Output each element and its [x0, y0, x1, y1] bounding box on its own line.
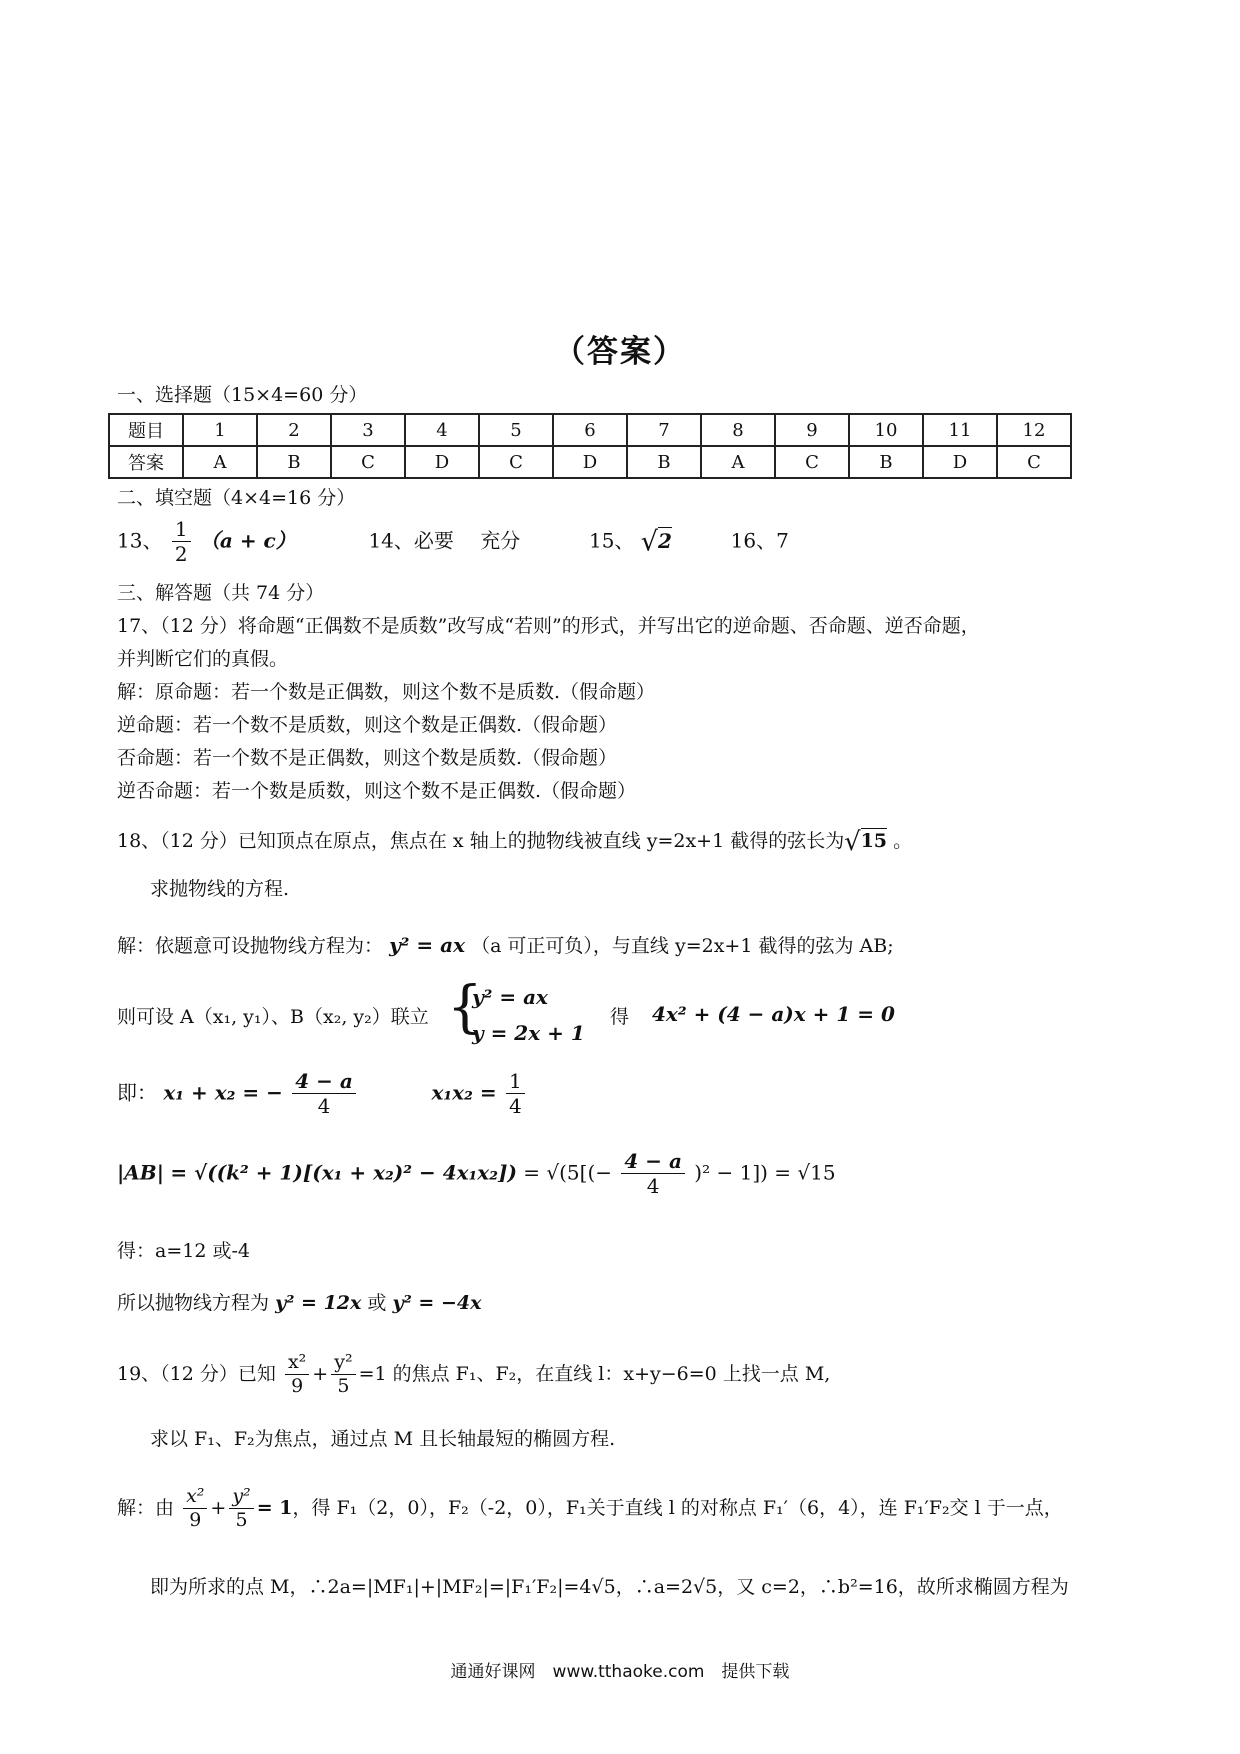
q19-solution-line1: 解：由 $\frac{\text{x²}}{9}$ + $\frac{\text{y²}}{5}$ = 1，得 F₁（2，0），F₂（-2，0），F₁关于直线 l 的对称点 F₁′（6，4），连 F₁′F₂交 l 于一点，: [117, 1485, 1063, 1531]
section-solve-heading: 三、解答题（共 74 分）: [117, 582, 325, 604]
chord-ab: |AB|: [117, 1160, 164, 1185]
q17-answer-converse: 逆命题：若一个数不是质数，则这个数是正偶数.（假命题）: [117, 714, 618, 736]
q18-solution-line2-label: 则可设 A（x₁, y₁）、B（x₂, y₂）联立: [117, 1006, 429, 1028]
q19-solution-foci: ，得 F₁（2，0），F₂（-2，0），F₁关于直线 l 的对称点 F₁′（6，4），连 F₁′F₂交 l 于一点，: [292, 1496, 1063, 1519]
q18-final-or: 或: [367, 1292, 387, 1314]
q13-label: 13、: [117, 528, 163, 553]
table-cell: 5: [479, 414, 553, 446]
q19-solution-intro: 解：由: [117, 1496, 175, 1519]
q17-question-line1: 17、（12 分）将命题“正偶数不是质数”改写成“若则”的形式，并写出它的逆命题、否命题、逆否命题，: [117, 615, 980, 637]
q17-answer-contrapositive: 逆否命题：若一个数是质数，则这个数不是正偶数.（假命题）: [117, 780, 637, 802]
fraction-denominator: 4: [317, 1094, 331, 1118]
fraction-numerator: x²: [285, 1352, 309, 1375]
q14-answer: 14、必要 充分: [368, 528, 521, 553]
table-cell: 10: [849, 414, 923, 446]
q19-fraction-y: [331, 1352, 355, 1398]
q16-answer: 16、7: [730, 528, 789, 553]
table-cell: 4: [405, 414, 479, 446]
q18-chord-length: 15: [860, 830, 888, 852]
q18-vieta-label: 即：: [117, 1080, 157, 1105]
q19-fraction-x: [285, 1352, 309, 1398]
q18-question-text: 18、（12 分）已知顶点在原点，焦点在 x 轴上的抛物线被直线 y=2x+1 截得的弦长为: [117, 830, 845, 852]
table-cell: 1: [183, 414, 257, 446]
q18-final-label: 所以抛物线方程为: [117, 1292, 270, 1314]
page-title: （答案）: [554, 334, 686, 370]
table-cell: C: [479, 446, 553, 478]
q19-question-intro: 19、（12 分）已知: [117, 1362, 276, 1385]
chord-formula-fraction: [621, 1150, 685, 1198]
q18-chord-length-row: [117, 1150, 836, 1198]
q15-value: 2: [658, 528, 672, 553]
q17-answer-inverse: 否命题：若一个数不是正偶数，则这个数是质数.（假命题）: [117, 747, 618, 769]
q18-question-line1: [117, 828, 912, 855]
table-cell: 8: [701, 414, 775, 446]
q19-question-line1: 19、（12 分）已知 $\frac{\text{x²}}{9}$ + $\frac{\text{y²}}{5}$ =1 的焦点 F₁、F₂，在直线 l：x+y−6=0 上找一点 M,: [117, 1351, 831, 1397]
table-cell: D: [553, 446, 627, 478]
table-cell: C: [331, 446, 405, 478]
q13-vector-expr: （a + c）: [199, 528, 296, 553]
q18-final-answer: [117, 1290, 481, 1316]
fraction-numerator: 1: [506, 1070, 525, 1094]
q18-product-fraction: [506, 1070, 525, 1118]
q18-result-a: 得：a=12 或-4: [117, 1240, 250, 1262]
table-cell: 12: [997, 414, 1071, 446]
sqrt-symbol: √: [640, 526, 659, 558]
table-cell: 3: [331, 414, 405, 446]
table-cell: 7: [627, 414, 701, 446]
q18-solution-chord: （a 可正可负），与直线 y=2x+1 截得的弦为 AB;: [471, 935, 894, 957]
q18-sum-roots: x₁ + x₂ = −: [163, 1080, 283, 1105]
fraction-denominator: 5: [235, 1508, 248, 1531]
q18-final-eq-1: y² = 12x: [275, 1292, 362, 1314]
chord-formula-1: = √((k² + 1)[(x₁ + x₂)² − 4x₁x₂]): [170, 1160, 517, 1185]
page-footer: 通通好课网 www.tthaoke.com 提供下载: [450, 1662, 790, 1682]
q17-question-line2: 并判断它们的真假。: [117, 648, 289, 670]
fraction-denominator: 4: [646, 1174, 660, 1198]
q18-vieta-row: [117, 1070, 528, 1118]
fraction-denominator: 5: [337, 1374, 350, 1397]
fraction-numerator: 4 − a: [292, 1070, 356, 1094]
q18-question-line2: 求抛物线的方程.: [150, 878, 290, 900]
q18-sum-fraction: [292, 1070, 356, 1118]
table-row-answers: [109, 446, 1071, 478]
system-equation-1: y² = ax: [472, 985, 548, 1009]
sqrt-symbol: √: [844, 827, 861, 857]
fraction-denominator: 9: [291, 1374, 304, 1397]
section-choice-heading: 一、选择题（15×4=60 分）: [117, 384, 368, 406]
q19-fraction-y: [229, 1486, 253, 1532]
table-cell: 2: [257, 414, 331, 446]
q18-question-end: 。: [893, 830, 913, 852]
table-cell: C: [775, 446, 849, 478]
q18-solution-intro: 解：依题意可设抛物线方程为：: [117, 935, 384, 957]
fraction-denominator: 4: [508, 1094, 522, 1118]
fill-answers-row: [117, 518, 789, 566]
table-header-cell: 题目: [109, 414, 183, 446]
table-cell: D: [923, 446, 997, 478]
table-row-numbers: [109, 414, 1071, 446]
q13-numerator: 1: [172, 518, 191, 542]
chord-formula-result: = √15: [774, 1160, 836, 1185]
q18-final-eq-2: y² = −4x: [392, 1292, 482, 1314]
q19-question-line2: 求以 F₁、F₂为焦点，通过点 M 且长轴最短的椭圆方程.: [150, 1428, 616, 1450]
system-equation-2: y = 2x + 1: [472, 1021, 585, 1045]
table-header-cell: 答案: [109, 446, 183, 478]
table-cell: A: [183, 446, 257, 478]
system-brace: {: [447, 975, 483, 1040]
q19-question-rest: =1 的焦点 F₁、F₂，在直线 l：x+y−6=0 上找一点 M,: [358, 1362, 831, 1385]
table-cell: B: [257, 446, 331, 478]
q18-product-roots: x₁x₂ =: [431, 1080, 497, 1105]
q18-quadratic-equation: 4x² + (4 − a)x + 1 = 0: [652, 1002, 895, 1026]
table-cell: 9: [775, 414, 849, 446]
answer-table: [108, 413, 1072, 479]
table-cell: C: [997, 446, 1071, 478]
table-cell: A: [701, 446, 775, 478]
table-cell: 6: [553, 414, 627, 446]
table-cell: B: [849, 446, 923, 478]
q17-answer-original: 解：原命题：若一个数是正偶数，则这个数不是质数.（假命题）: [117, 681, 656, 703]
q15-label: 15、: [588, 528, 635, 553]
q13-denominator: 2: [174, 542, 188, 566]
fraction-numerator: 4 − a: [621, 1150, 685, 1174]
q13-fraction: [172, 518, 191, 566]
table-cell: B: [627, 446, 701, 478]
section-fill-heading: 二、填空题（4×4=16 分）: [117, 487, 356, 509]
fraction-numerator: y²: [229, 1486, 253, 1509]
fraction-numerator: x²: [183, 1486, 207, 1509]
fraction-numerator: y²: [331, 1352, 355, 1375]
table-cell: D: [405, 446, 479, 478]
chord-formula-2-post: )² − 1]): [694, 1160, 768, 1185]
table-cell: 11: [923, 414, 997, 446]
fraction-denominator: 9: [189, 1508, 202, 1531]
q18-get-label: 得: [610, 1006, 630, 1028]
q19-fraction-x: [183, 1486, 207, 1532]
q19-solution-line2: 即为所求的点 M，∴2a=|MF₁|+|MF₂|=|F₁′F₂|=4√5，∴a=2√5，又 c=2，∴b²=16，故所求椭圆方程为: [150, 1576, 1069, 1598]
q19-ellipse-equals: = 1: [256, 1496, 293, 1519]
q18-parabola-equation: y² = ax: [389, 933, 466, 957]
chord-formula-2-pre: = √(5[(−: [523, 1160, 613, 1185]
q18-solution-line1: [117, 932, 894, 959]
